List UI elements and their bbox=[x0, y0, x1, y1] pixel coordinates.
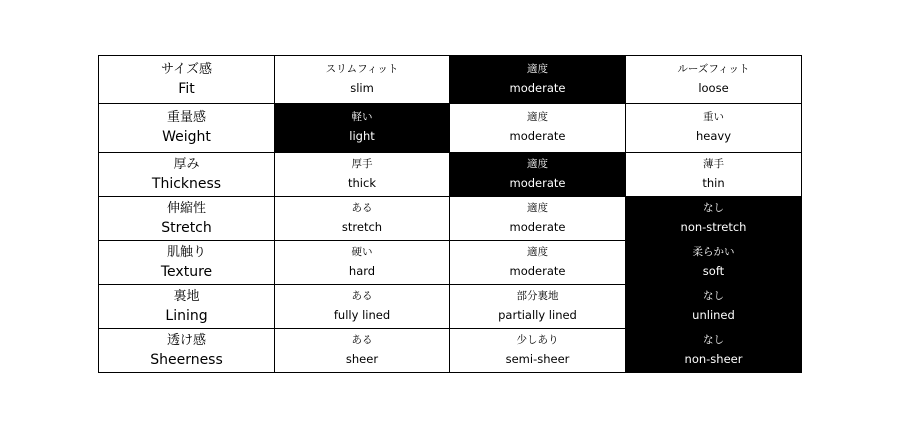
option-label-ja: なし bbox=[703, 333, 724, 346]
option-label-ja: ある bbox=[351, 201, 373, 214]
option-label-en: sheer bbox=[345, 351, 379, 366]
attribute-label-en: Weight bbox=[162, 129, 211, 145]
option-cell bbox=[626, 197, 802, 241]
option-label-en: moderate bbox=[509, 80, 566, 95]
option-cell bbox=[275, 329, 450, 373]
option-cell bbox=[275, 104, 450, 153]
option-label-en: loose bbox=[698, 80, 729, 95]
attribute-cell bbox=[99, 104, 275, 153]
option-cell bbox=[275, 241, 450, 285]
option-cell bbox=[275, 153, 450, 197]
attribute-label-ja: 厚み bbox=[173, 156, 200, 172]
option-label-ja: 硬い bbox=[351, 245, 373, 258]
option-label-ja: 柔らかい bbox=[692, 245, 735, 258]
option-label-ja: 適度 bbox=[527, 62, 548, 75]
spec-table bbox=[98, 55, 802, 373]
attribute-label-ja: 裏地 bbox=[173, 288, 200, 304]
row-weight bbox=[99, 104, 802, 153]
option-label-en: non-stretch bbox=[680, 219, 747, 234]
option-label-ja: 適度 bbox=[527, 111, 548, 123]
option-cell bbox=[275, 197, 450, 241]
option-label-en: moderate bbox=[509, 219, 566, 234]
option-label-ja: 適度 bbox=[527, 201, 548, 214]
option-label-en: light bbox=[349, 129, 375, 143]
option-label-ja: なし bbox=[703, 289, 724, 302]
option-label-ja: 少しあり bbox=[516, 333, 559, 346]
option-label-ja: なし bbox=[703, 201, 724, 214]
attribute-label-en: Sheerness bbox=[150, 351, 223, 368]
option-label-en: semi-sheer bbox=[505, 351, 570, 366]
option-label-ja: 適度 bbox=[527, 157, 548, 170]
attribute-label-en: Lining bbox=[165, 307, 208, 324]
option-label-ja: ある bbox=[351, 289, 373, 302]
attribute-label-ja: 重量感 bbox=[166, 110, 206, 125]
option-label-ja: ある bbox=[351, 333, 373, 346]
attribute-cell bbox=[99, 285, 275, 329]
option-cell bbox=[450, 153, 626, 197]
attribute-cell bbox=[99, 56, 275, 104]
row-stretch bbox=[99, 197, 802, 241]
option-cell bbox=[626, 241, 802, 285]
option-label-en: soft bbox=[702, 263, 725, 278]
option-label-ja: 厚手 bbox=[351, 157, 373, 170]
option-label-en: unlined bbox=[692, 307, 735, 322]
option-label-en: thin bbox=[702, 175, 725, 190]
option-cell bbox=[275, 285, 450, 329]
attribute-cell bbox=[99, 241, 275, 285]
option-label-en: heavy bbox=[695, 129, 732, 143]
option-cell bbox=[626, 56, 802, 104]
option-label-en: moderate bbox=[509, 263, 566, 278]
attribute-label-ja: サイズ感 bbox=[161, 61, 212, 77]
option-label-en: stretch bbox=[341, 219, 383, 234]
option-label-en: thick bbox=[348, 175, 376, 190]
option-cell bbox=[450, 285, 626, 329]
option-label-ja: ルーズフィット bbox=[677, 62, 750, 75]
row-fit bbox=[99, 56, 802, 104]
row-lining bbox=[99, 285, 802, 329]
row-texture bbox=[99, 241, 802, 285]
attribute-label-ja: 肌触り bbox=[166, 244, 206, 260]
attribute-label-en: Stretch bbox=[161, 219, 212, 236]
option-label-ja: 適度 bbox=[527, 245, 548, 258]
option-label-ja: 軽い bbox=[351, 111, 373, 123]
option-label-en: slim bbox=[350, 80, 374, 95]
option-cell bbox=[450, 329, 626, 373]
option-label-en: fully lined bbox=[333, 307, 391, 322]
option-cell bbox=[275, 56, 450, 104]
attribute-label-en: Thickness bbox=[151, 175, 222, 192]
option-cell bbox=[450, 197, 626, 241]
option-cell bbox=[450, 241, 626, 285]
attribute-cell bbox=[99, 329, 275, 373]
option-label-en: moderate bbox=[509, 129, 566, 143]
option-cell bbox=[450, 56, 626, 104]
option-cell bbox=[626, 329, 802, 373]
option-cell bbox=[450, 104, 626, 153]
attribute-label-ja: 透け感 bbox=[166, 332, 206, 348]
option-label-en: hard bbox=[348, 263, 376, 278]
option-label-en: partially lined bbox=[498, 307, 577, 322]
attribute-cell bbox=[99, 153, 275, 197]
attribute-label-en: Fit bbox=[178, 80, 195, 97]
option-cell bbox=[626, 104, 802, 153]
option-label-ja: 部分裏地 bbox=[516, 289, 559, 302]
attribute-cell bbox=[99, 197, 275, 241]
option-label-ja: 重い bbox=[703, 111, 724, 123]
row-thickness bbox=[99, 153, 802, 197]
option-label-ja: スリムフィット bbox=[325, 62, 399, 75]
attribute-label-ja: 伸縮性 bbox=[166, 200, 206, 216]
row-sheerness bbox=[99, 329, 802, 373]
option-cell bbox=[626, 153, 802, 197]
option-label-en: non-sheer bbox=[684, 351, 743, 366]
option-cell bbox=[626, 285, 802, 329]
option-label-en: moderate bbox=[509, 175, 566, 190]
option-label-ja: 薄手 bbox=[703, 157, 724, 170]
attribute-label-en: Texture bbox=[160, 263, 213, 280]
